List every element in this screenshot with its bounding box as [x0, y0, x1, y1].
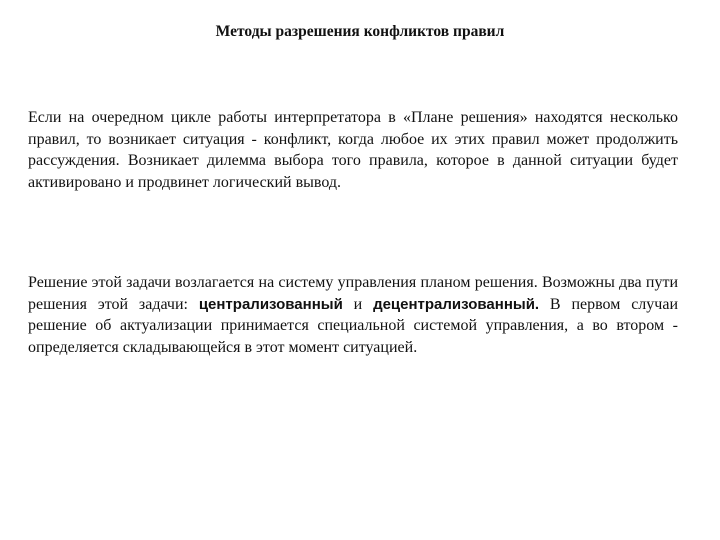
paragraph-conflict-description: Если на очередном цикле работы интерпретатора в «Плане решения» находятся несколько правил, то возникает ситуация - конфликт, когда любое их этих правил может продолжить рассуждения. Возникает дилемма выбора того правила, которое в данной ситуации будет активировано и продвинет логический вывод.: [28, 109, 678, 191]
paragraph-text-part2: и: [342, 295, 374, 313]
slide-title: Методы разрешения конфликтов правил: [215, 23, 505, 40]
paragraph-text-part1: Решение этой задачи возлагается на систему управления планом решения. Возможны два пути решения этой задачи:: [28, 274, 678, 313]
paragraph-text-part3: В первом случаи решение об актуализации принимается специальной системой управления, а во втором - определяется складывающейся в этот момент ситуацией.: [28, 295, 679, 356]
term-decentralized: децентрализованный.: [373, 295, 540, 313]
term-centralized: централизованный: [198, 295, 343, 313]
paragraph-resolution-methods: [28, 272, 678, 358]
